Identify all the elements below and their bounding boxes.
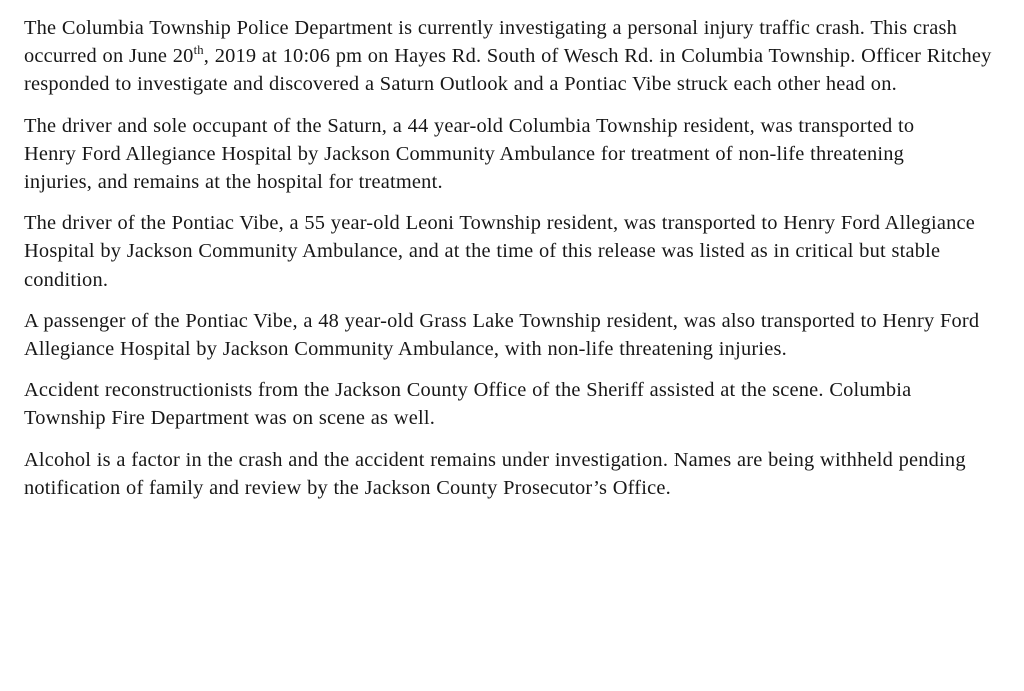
paragraph-vibe-driver: The driver of the Pontiac Vibe, a 55 year-old Leoni Township resident, was transported to Henry Ford Allegiance Hospital by Jackson Community Ambulance, and at the time of this release was listed as in critical but stable condition.	[24, 212, 975, 291]
paragraph-assisting-agencies: Accident reconstructionists from the Jackson County Office of the Sheriff assisted at the scene. Columbia Township Fire Department was on scene as well.	[24, 379, 912, 430]
paragraph-investigation-status: Alcohol is a factor in the crash and the accident remains under investigation. Names are being withheld pending notification of family and review by the Jackson County Prosecutor’s Office.	[24, 448, 966, 499]
paragraph-vibe-passenger: A passenger of the Pontiac Vibe, a 48 year-old Grass Lake Township resident, was also transported to Henry Ford Allegiance Hospital by Jackson Community Ambulance, with non-life threatening injuries.	[24, 309, 980, 361]
paragraph-saturn-driver: The driver and sole occupant of the Saturn, a 44 year-old Columbia Township resident, was transported to Henry Ford Allegiance Hospital by Jackson Community Ambulance for treatment of non-life threatening injuries, and remains at the hospital for treatment.	[24, 114, 915, 194]
ordinal-suffix-th: th	[193, 43, 204, 58]
paragraph-text-after-ordinal: , 2019 at 10:06 pm on Hayes Rd. South of Wesch Rd. in Columbia Township. Officer Ritchey responded to investigate and discovered a Saturn Outlook and a Pontiac Vibe struck each other head on.	[24, 45, 992, 96]
paragraph-text-before-ordinal: The Columbia Township Police Department is currently investigating a personal injury traffic crash. This crash occurred on June 20	[24, 17, 958, 68]
paragraph-incident-summary	[24, 14, 1002, 99]
press-release-body	[24, 14, 1004, 515]
